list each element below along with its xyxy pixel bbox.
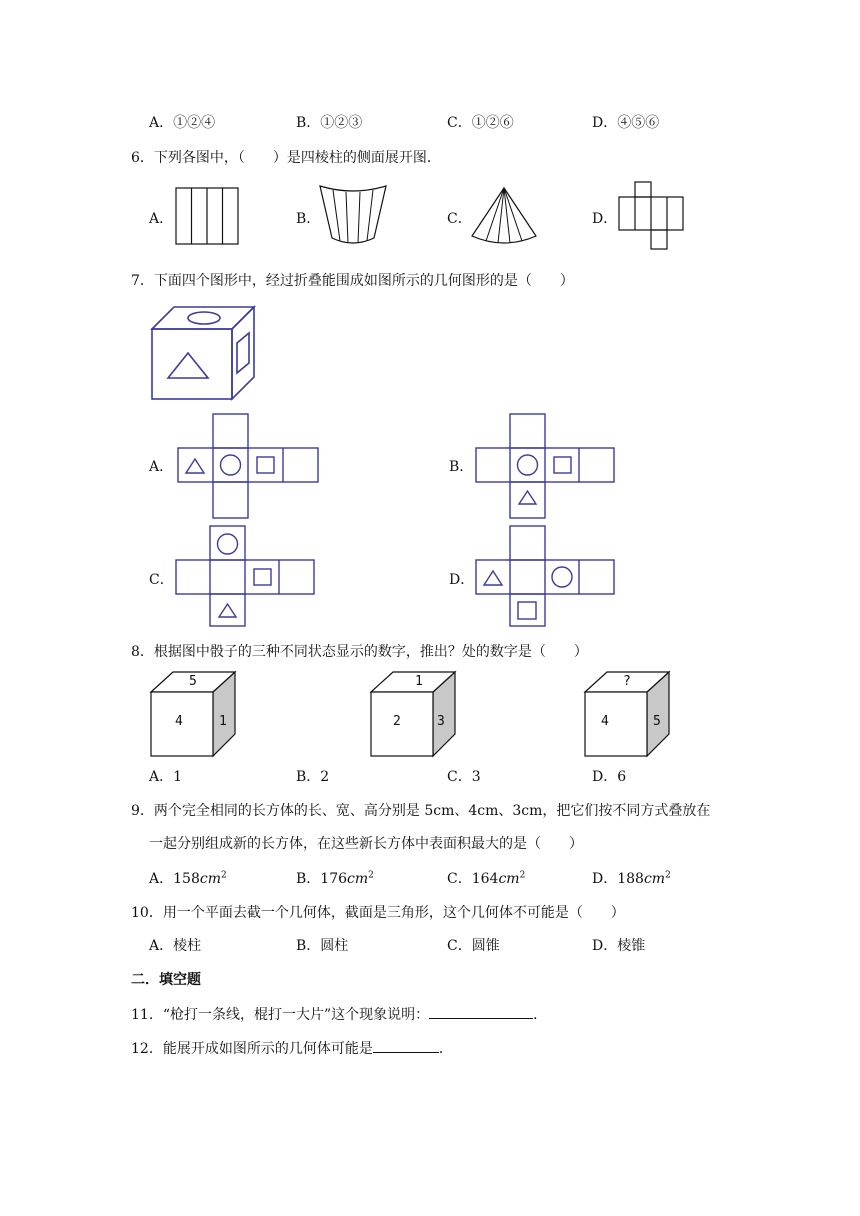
q9-option-b: B．$176cm^2$: [296, 870, 374, 887]
q10-option-b: B．圆柱: [296, 938, 349, 954]
die-1-side-number: 1: [219, 714, 227, 729]
q6-stem: 6．下列各图中，（ ）是四棱柱的侧面展开图．: [131, 150, 441, 166]
q11-stem: 11．“枪打一条线，棍打一大片”这个现象说明：: [131, 1007, 430, 1023]
die-2-side-number: 3: [437, 714, 445, 729]
q7-net-d: [474, 524, 618, 628]
q10-option-d: D．棱锥: [592, 938, 646, 954]
q7-stem: 7．下面四个图形中，经过折叠能围成如图所示的几何图形的是（ ）: [131, 273, 574, 289]
q10-option-a: A．棱柱: [149, 938, 202, 954]
q9-stem-line1: 9．两个完全相同的长方体的长、宽、高分别是 5cm、4cm、3cm，把它们按不同方式叠放在: [131, 803, 711, 819]
die-2-front-number: 2: [393, 714, 401, 729]
q9-option-a: A．$158cm^2$: [149, 870, 227, 887]
q7-net-c: [174, 524, 318, 628]
q8-option-b: B．2: [296, 769, 330, 785]
q8-option-c: C．3: [447, 769, 481, 785]
q6-figure-c: [468, 186, 540, 246]
q7-net-a: [176, 412, 320, 520]
q6-figure-d: [617, 180, 685, 252]
q9-option-d: D．$188cm^2$: [592, 870, 671, 887]
q7-label-b: B．: [449, 459, 474, 475]
q7-label-a: A．: [149, 459, 174, 475]
q6-label-a: A．: [149, 211, 174, 227]
q7-label-d: D．: [449, 572, 475, 588]
q10-option-c: C．圆锥: [447, 938, 500, 954]
q12-line: 12．能展开成如图所示的几何体可能是 ．: [131, 1038, 453, 1058]
die-1-front-number: 4: [175, 714, 183, 729]
q12-answer-blank[interactable]: [373, 1038, 439, 1053]
q5-option-a: A．①②④: [149, 115, 216, 131]
q8-die-2: [369, 670, 459, 758]
q9-option-c: C．$164cm^2$: [447, 870, 526, 887]
q6-figure-a: [174, 186, 240, 246]
die-3-top-unknown: ?: [623, 674, 631, 689]
q6-label-d: D．: [592, 211, 618, 227]
die-3-side-number: 5: [653, 714, 661, 729]
q8-stem: 8．根据图中骰子的三种不同状态显示的数字，推出？处的数字是（ ）: [131, 644, 588, 660]
section-heading-fill-in: 二．填空题: [131, 972, 201, 988]
q10-stem: 10．用一个平面去截一个几何体，截面是三角形，这个几何体不可能是（ ）: [131, 905, 625, 921]
die-1-top-number: 5: [189, 674, 197, 689]
q6-label-c: C．: [447, 211, 472, 227]
q5-option-d: D．④⑤⑥: [592, 115, 660, 131]
q7-cube-figure: [148, 303, 266, 403]
q6-figure-b: [318, 182, 388, 248]
die-3-front-number: 4: [601, 714, 609, 729]
q11-answer-blank[interactable]: [429, 1004, 533, 1019]
q7-net-b: [474, 412, 618, 520]
q8-die-3: [583, 670, 673, 758]
q9-stem-line2: 一起分别组成新的长方体，在这些新长方体中表面积最大的是（ ）: [149, 836, 583, 852]
q11-line: 11．“枪打一条线，棍打一大片”这个现象说明： ．: [131, 1004, 547, 1024]
q7-label-c: C．: [149, 572, 174, 588]
q8-option-d: D．6: [592, 769, 627, 785]
q6-label-b: B．: [296, 211, 321, 227]
q5-option-c: C．①②⑥: [447, 115, 514, 131]
q8-die-1: [149, 670, 239, 758]
q5-option-b: B．①②③: [296, 115, 363, 131]
q8-option-a: A．1: [149, 769, 183, 785]
q12-stem: 12．能展开成如图所示的几何体可能是: [131, 1041, 373, 1057]
die-2-top-number: 1: [415, 674, 423, 689]
